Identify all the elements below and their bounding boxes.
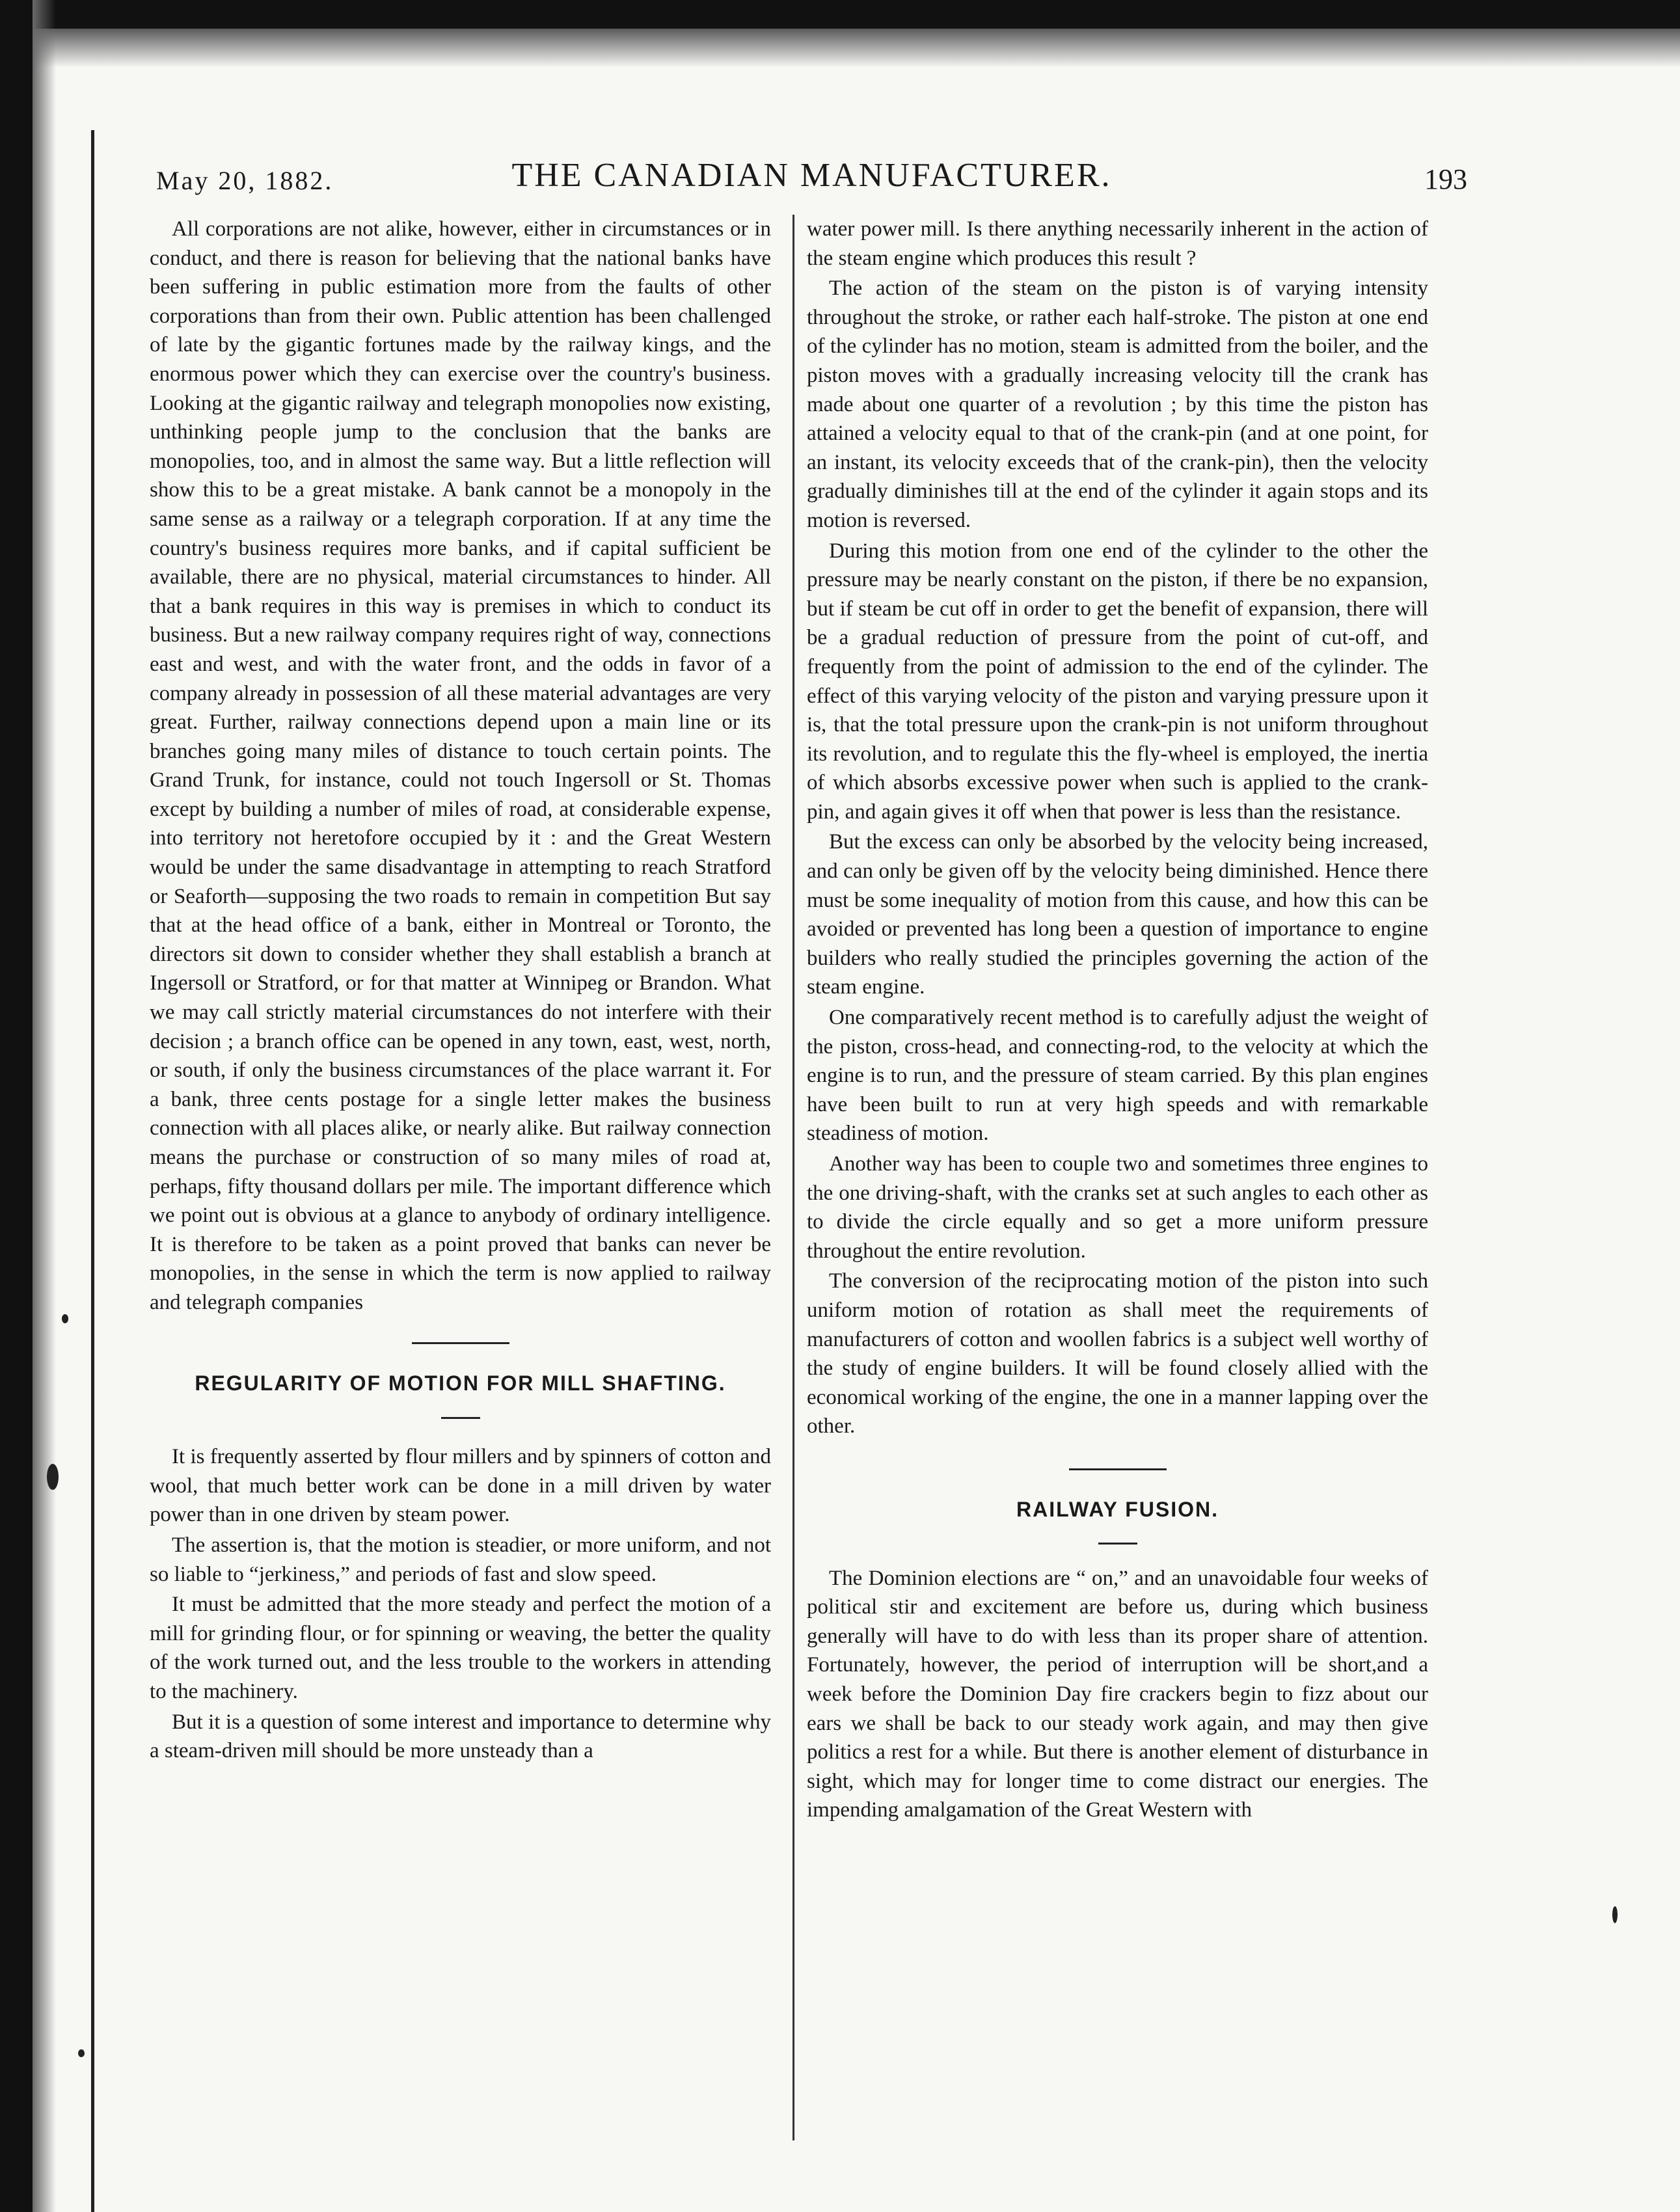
article-paragraph: Another way has been to couple two and sometimes three engines to the one driving-shaft, with the cranks set at such angles to each other as to divide the circle equally and so get a more uniform pressure throughout the entire revolution.	[807, 1152, 1428, 1263]
scan-border-left	[0, 0, 33, 2212]
page-margin-rule	[91, 130, 94, 2212]
right-column	[807, 215, 1428, 2160]
left-column	[150, 215, 771, 2160]
article-paragraph: The conversion of the reciprocating motion of the piston into such uniform motion of rotation as shall meet the requirements of manufacturers of cotton and woollen fabrics is a subject well worthy of the study of engine builders. It will be found closely allied with the economical working of the engine, the one in a manner lapping over the other.	[807, 1269, 1428, 1438]
article-paragraph: The assertion is, that the motion is steadier, or more uniform, and not so liable to “jerkiness,” and periods of fast and slow speed.	[150, 1533, 771, 1586]
scan-speck	[47, 1464, 59, 1490]
section-heading: RAILWAY FUSION.	[1016, 1497, 1219, 1521]
article-paragraph: One comparatively recent method is to carefully adjust the weight of the piston, cross-head, and connecting-rod, to the velocity at which the engine is to run, and the pressure of steam carried. By this plan engines have been built to run at very high speeds and with remarkable steadiness of motion.	[807, 1006, 1428, 1146]
section-heading: REGULARITY OF MOTION FOR MILL SHAFTING.	[195, 1371, 726, 1395]
article-paragraph: The Dominion elections are “ on,” and an unavoidable four weeks of political stir and excitement are before us, during which business generally will have to do with less than its proper share of attention. Fortunately, however, the period of interruption will be short,and a week before the Dominion Day fire crackers begin to fizz about our ears we shall be back to our steady work again, and may then give politics a rest for a while. But there is another element of disturbance in sight, which may for longer time to come distract our energies. The impending amalgamation of the Great Western with	[807, 1566, 1428, 1822]
article-paragraph: water power mill. Is there anything necessarily inherent in the action of the steam engine which produces this result ?	[807, 217, 1428, 270]
page-header	[156, 156, 1467, 202]
publication-title: THE CANADIAN MANUFACTURER.	[511, 157, 1112, 194]
scan-speck	[62, 1314, 68, 1323]
scan-speck	[1612, 1906, 1618, 1923]
column-divider	[793, 215, 794, 2140]
article-paragraph: But it is a question of some interest and importance to determine why a steam-driven mill should be more unsteady than a	[150, 1710, 771, 1763]
page-number: 193	[1424, 163, 1467, 195]
scan-shadow-top	[0, 29, 1680, 68]
scan-border-top	[0, 0, 1680, 29]
article-paragraph: It is frequently asserted by flour millers and by spinners of cotton and wool, that much better work can be done in a mill driven by water power than in one driven by steam power.	[150, 1445, 771, 1527]
scan-speck	[78, 2049, 85, 2057]
article-paragraph: All corporations are not alike, however, either in circumstances or in conduct, and there is reason for believing that the national banks have been suffering in public estimation more from the faults of other corporations than from their own. Public attention has been challenged of late by the gigantic fortunes made by the railway kings, and the enormous power which they can exercise over the country's business. Looking at the gigantic railway and telegraph monopolies now existing, unthinking people jump to the conclusion that the banks are monopolies, too, and in almost the same way. But a little reflection will show this to be a great mistake. A bank cannot be a monopoly in the same sense as a railway or a telegraph corporation. If at any time the country's business requires more banks, and if capital sufficient be available, there are no physical, material circumstances to hinder. All that a bank requires in this way is premises in which to conduct its business. But a new railway company requires right of way, connections east and west, and with the water front, and the odds in favor of a company already in possession of all these material advantages are very great. Further, railway connections depend upon a main line or its branches going many miles of distance to touch certain points. The Grand Trunk, for instance, could not touch Ingersoll or St. Thomas except by building a number of miles of road, at considerable expense, into territory not heretofore occupied by it : and the Great Western would be under the same disadvantage in attempting to reach Stratford or Seaforth—supposing the two roads to remain in competition But say that at the head office of a bank, either in Montreal or Toronto, the directors sit down to consider whether they shall establish a branch at Ingersoll or Stratford, or for that matter at Winnipeg or Brandon. What we may call strictly material circumstances do not interfere with their decision ; a branch office can be opened in any town, east, west, north, or south, if only the business circumstances of the place warrant it. For a bank, three cents postage for a single letter makes the business connection with all places alike, or nearly alike. But railway connection means the purchase or construction of so many miles of road at, perhaps, fifty thousand dollars per mile. The important difference which we point out is obvious at a glance to anybody of ordinary intelligence. It is therefore to be taken as a point proved that banks can never be monopolies, in the sense in which the term is now applied to railway and telegraph companies	[150, 217, 771, 1314]
scan-shadow-left	[33, 0, 56, 2212]
article-paragraph: During this motion from one end of the cylinder to the other the pressure may be nearly constant on the piston, if there be no expansion, but if steam be cut off in order to get the benefit of expansion, there will be a gradual reduction of pressure from the point of cut-off, and frequently from the point of admission to the end of the cylinder. The effect of this varying velocity of the piston and varying pressure upon it is, that the total pressure upon the crank-pin is not uniform throughout its revolution, and to regulate this the fly-wheel is employed, the inertia of which absorbs excessive power when such is applied to the crank-pin, and again gives it off when that power is less than the resistance.	[807, 539, 1428, 824]
article-paragraph: It must be admitted that the more steady and perfect the motion of a mill for grinding flour, or for spinning or weaving, the better the quality of the work turned out, and the less trouble to the workers in attending to the machinery.	[150, 1593, 771, 1703]
issue-date: May 20, 1882.	[156, 166, 334, 195]
article-paragraph: The action of the steam on the piston is of varying intensity throughout the stroke, or rather each half-stroke. The piston at one end of the cylinder has no motion, steam is admitted from the boiler, and the piston moves with a gradually increasing velocity till the crank has made about one quarter of a revolution ; by this time the piston has attained a velocity equal to that of the crank-pin (and at one point, for an instant, its velocity exceeds that of the crank-pin), then the velocity gradually diminishes till at the end of the cylinder it again stops and its motion is reversed.	[807, 276, 1428, 532]
article-paragraph: But the excess can only be absorbed by the velocity being increased, and can only be given off by the velocity being diminished. Hence there must be some inequality of motion from this cause, and how this can be avoided or prevented has long been a question of importance to engine builders who really studied the principles governing the action of the steam engine.	[807, 830, 1428, 999]
